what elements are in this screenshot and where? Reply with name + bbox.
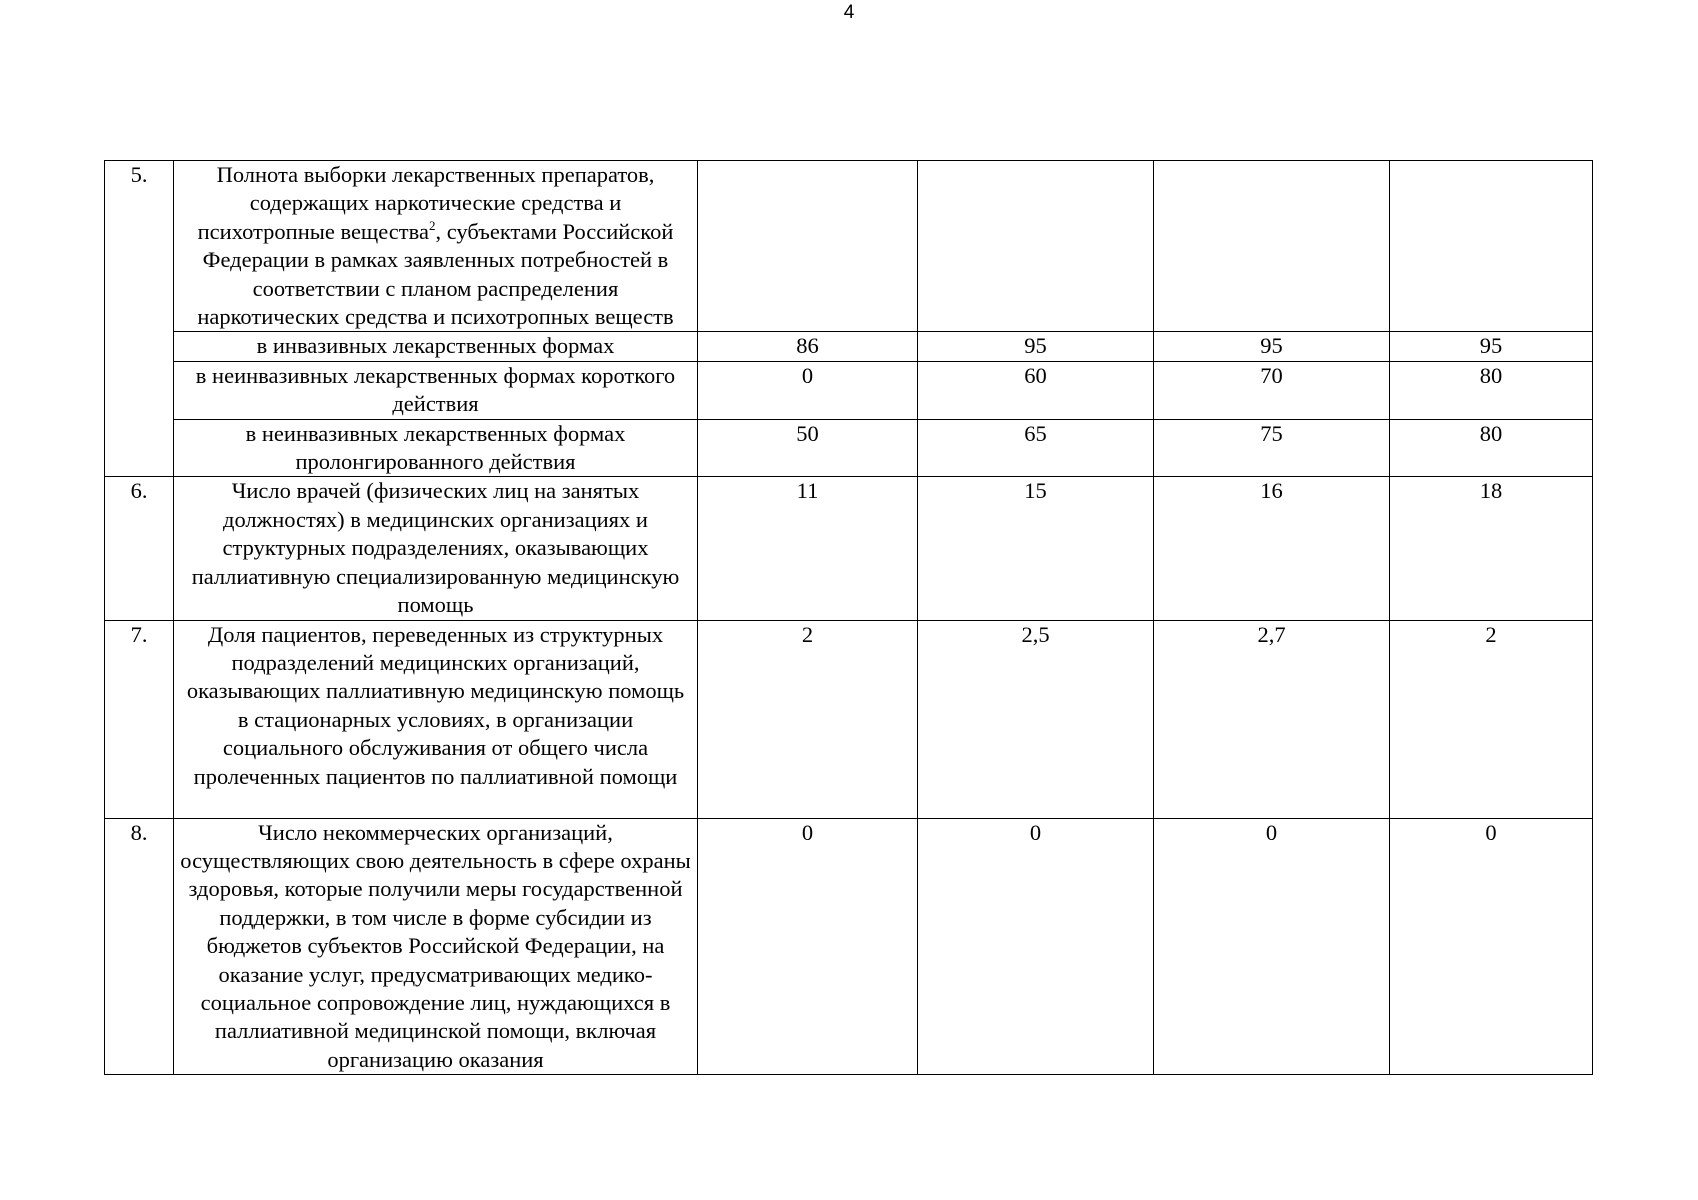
table-subrow (105, 332, 1593, 361)
value-cell (1154, 161, 1390, 332)
indicators-table (104, 160, 1593, 1075)
value-cell: 80 (1390, 361, 1593, 419)
value-cell: 2,7 (1154, 620, 1390, 818)
value-cell: 15 (918, 477, 1154, 620)
value-cell: 95 (918, 332, 1154, 361)
value-cell: 95 (1390, 332, 1593, 361)
row-number: 6. (105, 477, 174, 620)
row-description: Число некоммерческих организаций, осуществляющих свою деятельность в сфере охраны здоровья, которые получили меры государственной поддержки, в том числе в форме субсидии из бюджетов субъектов Российской Федерации, на оказание услуг, предусматривающих медико-социальное сопровождение лиц, нуждающихся в паллиативной медицинской помощи, включая организацию оказания (174, 818, 698, 1075)
row-number: 5. (105, 161, 174, 477)
value-cell: 11 (698, 477, 918, 620)
footnote-ref: 2 (428, 217, 436, 233)
value-cell: 18 (1390, 477, 1593, 620)
value-cell (698, 161, 918, 332)
value-cell: 2 (698, 620, 918, 818)
value-cell: 60 (918, 361, 1154, 419)
table-row-8 (105, 818, 1593, 1075)
value-cell: 75 (1154, 419, 1390, 477)
row-description: Число врачей (физических лиц на занятых должностях) в медицинских организациях и структурных подразделениях, оказывающих паллиативную специализированную медицинскую помощь (174, 477, 698, 620)
value-cell: 0 (1390, 818, 1593, 1075)
value-cell: 65 (918, 419, 1154, 477)
value-cell: 50 (698, 419, 918, 477)
value-cell: 16 (1154, 477, 1390, 620)
row-number: 7. (105, 620, 174, 818)
page-number: 4 (843, 2, 855, 23)
value-cell: 80 (1390, 419, 1593, 477)
table-row-5 (105, 161, 1593, 332)
value-cell: 2,5 (918, 620, 1154, 818)
table-subrow (105, 361, 1593, 419)
value-cell: 70 (1154, 361, 1390, 419)
desc-text: Полнота выборки лекарственных препаратов, содержащих наркотические средства и психотропные вещества (197, 162, 655, 244)
subrow-label: в инвазивных лекарственных формах (174, 332, 698, 361)
value-cell: 86 (698, 332, 918, 361)
subrow-label: в неинвазивных лекарственных формах пролонгированного действия (174, 419, 698, 477)
value-cell (1390, 161, 1593, 332)
row-number: 8. (105, 818, 174, 1075)
table-row-6 (105, 477, 1593, 620)
table-subrow (105, 419, 1593, 477)
value-cell: 0 (698, 361, 918, 419)
table-row-7 (105, 620, 1593, 818)
row-description: Доля пациентов, переведенных из структурных подразделений медицинских организаций, оказывающих паллиативную медицинскую помощь в стационарных условиях, в организации социального обслуживания от общего числа пролеченных пациентов по паллиативной помощи (174, 620, 698, 818)
value-cell (918, 161, 1154, 332)
desc-text-cont: , субъектами Российской Федерации в рамках заявленных потребностей в соответствии с планом распределения наркотических средства и психотропных веществ (197, 218, 674, 330)
row-description (174, 161, 698, 332)
value-cell: 0 (1154, 818, 1390, 1075)
value-cell: 0 (698, 818, 918, 1075)
value-cell: 2 (1390, 620, 1593, 818)
subrow-label: в неинвазивных лекарственных формах короткого действия (174, 361, 698, 419)
value-cell: 0 (918, 818, 1154, 1075)
value-cell: 95 (1154, 332, 1390, 361)
